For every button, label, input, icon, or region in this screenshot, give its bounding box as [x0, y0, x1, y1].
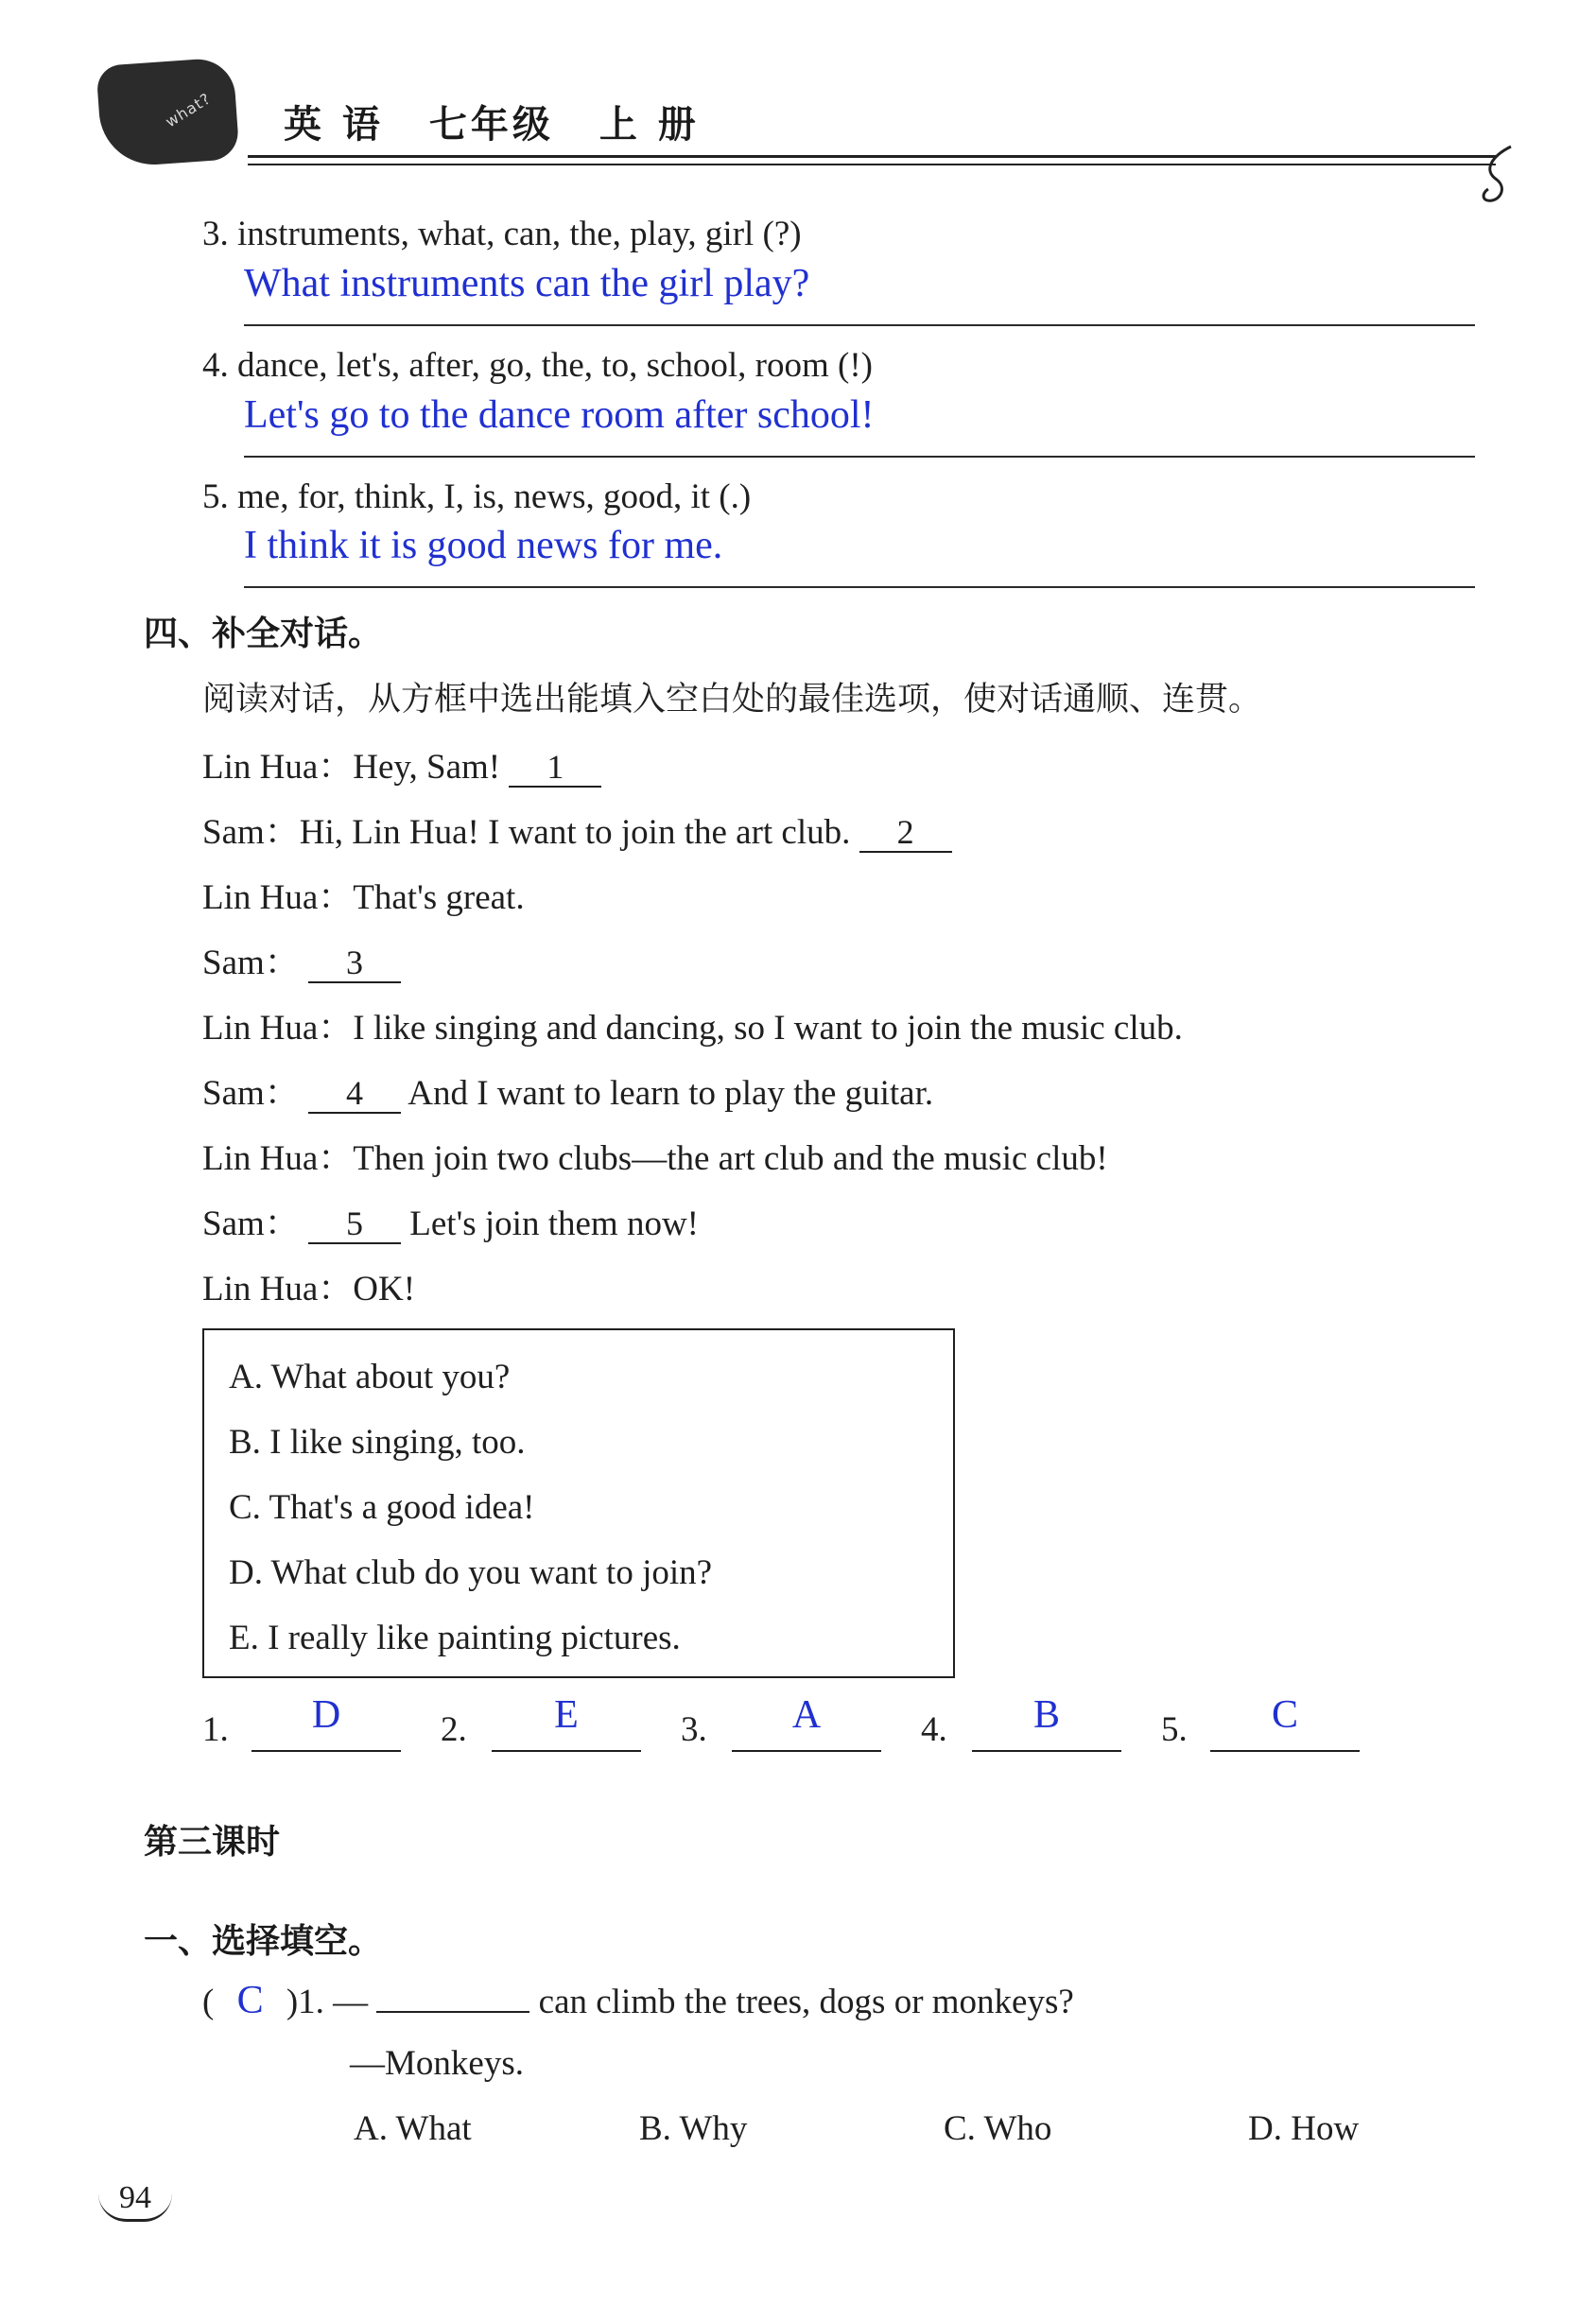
option-c: C. That's a good idea!: [229, 1488, 535, 1527]
option-e: E. I really like painting pictures.: [229, 1619, 681, 1657]
dialogue-line-9: Lin Hua：OK!: [202, 1270, 416, 1308]
answer-line-3: [244, 324, 1475, 326]
fill-answer-2: E: [554, 1693, 579, 1737]
option-b: B. I like singing, too.: [229, 1423, 526, 1462]
question-1-reply: —Monkeys.: [350, 2044, 524, 2083]
header-rule-top: [248, 155, 1496, 158]
dialogue-line-1: Lin Hua：Hey, Sam! 1: [202, 737, 601, 789]
fill-label-5: 5.: [1161, 1710, 1188, 1749]
page-number: 94: [98, 2179, 172, 2222]
fill-answer-3: A: [791, 1693, 822, 1737]
dialogue-blank-1: 1: [509, 748, 601, 788]
fill-label-3: 3.: [681, 1710, 707, 1749]
dialogue-blank-5: 5: [308, 1204, 401, 1244]
fill-label-1: 1.: [202, 1710, 229, 1749]
rearrange-prompt-3: 3. instruments, what, can, the, play, girl (?): [202, 215, 802, 253]
rearrange-answer-5: I think it is good news for me.: [244, 524, 723, 567]
dialogue-blank-2: 2: [859, 813, 952, 853]
fill-answer-1: D: [311, 1693, 341, 1737]
header-volume: 上 册: [598, 103, 700, 147]
dialogue-line-8: Sam： 5 Let's join them now!: [202, 1204, 699, 1243]
dialogue-line-2: Sam：Hi, Lin Hua! I want to join the art club. 2: [202, 803, 952, 854]
question-1-choice-c: C. Who: [944, 2109, 1052, 2148]
option-d: D. What club do you want to join?: [229, 1553, 713, 1592]
fill-answer-5: C: [1271, 1693, 1298, 1737]
rearrange-answer-4: Let's go to the dance room after school!: [244, 393, 875, 437]
fill-answer-4: B: [1032, 1693, 1060, 1737]
rearrange-prompt-5: 5. me, for, think, I, is, news, good, it (.): [202, 477, 752, 516]
fill-label-2: 2.: [441, 1710, 467, 1749]
dialogue-line-5: Lin Hua：I like singing and dancing, so I want to join the music club.: [202, 1009, 1183, 1048]
question-1-number: )1. —: [286, 1983, 369, 2021]
question-1-choice-b: B. Why: [639, 2109, 748, 2148]
rearrange-answer-3: What instruments can the girl play?: [244, 262, 810, 305]
rearrange-prompt-4: 4. dance, let's, after, go, the, to, school, room (!): [202, 346, 873, 385]
header-grade: 七年级: [428, 103, 554, 147]
options-box: [202, 1328, 955, 1678]
question-1-text: can climb the trees, dogs or monkeys?: [538, 1983, 1074, 2021]
header-logo-text: what?: [162, 89, 215, 131]
answer-line-4: [244, 456, 1475, 458]
question-1-choice-d: D. How: [1248, 2109, 1360, 2148]
dialogue-line-7: Lin Hua：Then join two clubs—the art club and the music club!: [202, 1139, 1108, 1178]
fill-line-2: [492, 1750, 641, 1752]
dialogue-blank-3: 3: [308, 944, 401, 983]
question-1-choice-a: A. What: [354, 2109, 472, 2148]
fill-label-4: 4.: [921, 1710, 947, 1749]
dialogue-line-4: Sam： 3: [202, 933, 401, 984]
lesson3-section1-heading: 一、选择填空。: [144, 1922, 383, 1961]
section4-instruction: 阅读对话，从方框中选出能填入空白处的最佳选项，使对话通顺、连贯。: [202, 681, 1262, 719]
header-subject: 英 语: [284, 103, 384, 147]
dialogue-line-6: Sam： 4 And I want to learn to play the guitar.: [202, 1074, 934, 1113]
fill-line-4: [972, 1750, 1121, 1752]
option-a: A. What about you?: [229, 1358, 511, 1396]
dialogue-line-3: Lin Hua：That's great.: [202, 878, 525, 917]
fill-line-3: [732, 1750, 881, 1752]
question-1-answer: C: [236, 1979, 264, 2022]
dialogue-blank-4: 4: [308, 1074, 401, 1114]
question-1: [202, 1978, 1074, 2023]
fill-line-5: [1210, 1750, 1360, 1752]
header-rule-bottom: [248, 164, 1496, 165]
answer-line-5: [244, 586, 1475, 588]
header-curl-ornament-icon: [1473, 142, 1530, 208]
section4-heading: 四、补全对话。: [144, 615, 383, 653]
question-1-blank: [376, 2011, 529, 2013]
question-1-paren-open: (: [202, 1983, 215, 2021]
fill-line-1: [252, 1750, 401, 1752]
header-title: [284, 95, 728, 148]
lesson3-title: 第三课时: [144, 1823, 281, 1862]
